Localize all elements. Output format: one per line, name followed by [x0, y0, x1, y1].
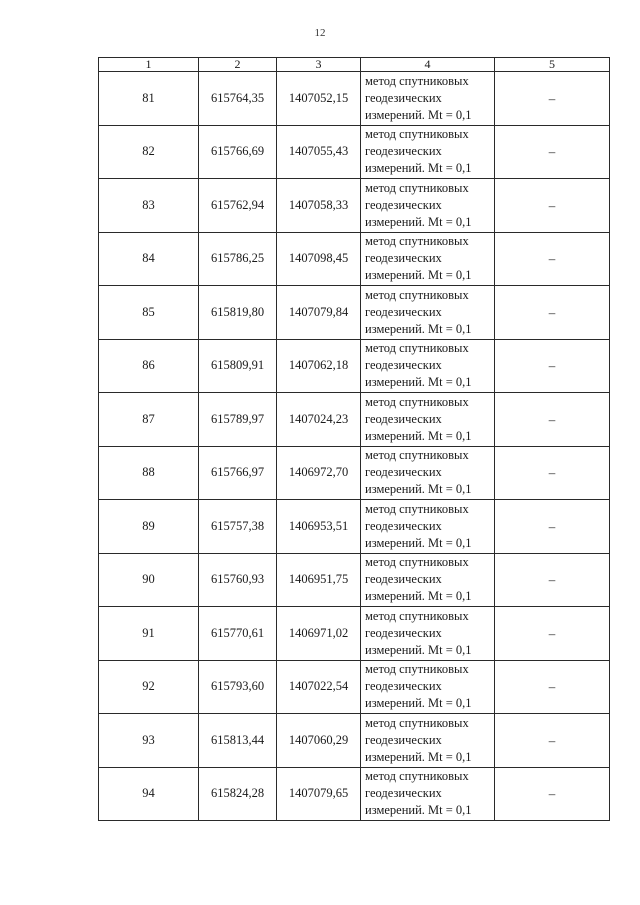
method-cell: [361, 714, 495, 768]
method-text-line: метод спутниковых: [365, 555, 469, 570]
table-row: [99, 607, 610, 661]
y-coordinate-cell: 1407098,45: [277, 232, 361, 286]
y-coordinate-cell: 1407062,18: [277, 339, 361, 393]
method-cell: [361, 393, 495, 447]
method-text-line: измерений. Mt = 0,1: [365, 107, 472, 122]
method-text-line: геодезических: [365, 358, 442, 373]
note-cell: –: [495, 660, 610, 714]
y-coordinate-cell: 1406951,75: [277, 553, 361, 607]
method-text-line: геодезических: [365, 144, 442, 159]
table-row: [99, 446, 610, 500]
method-text-line: геодезических: [365, 518, 442, 533]
note-cell: –: [495, 446, 610, 500]
table-row: [99, 125, 610, 179]
method-text-line: метод спутниковых: [365, 769, 469, 784]
note-cell: –: [495, 286, 610, 340]
method-text-line: измерений. Mt = 0,1: [365, 375, 472, 390]
method-text-line: измерений. Mt = 0,1: [365, 482, 472, 497]
method-text-line: геодезических: [365, 411, 442, 426]
method-cell: [361, 72, 495, 126]
note-cell: –: [495, 232, 610, 286]
column-header-1: 1: [99, 58, 199, 72]
method-text-line: измерений. Mt = 0,1: [365, 803, 472, 818]
column-header-4: 4: [361, 58, 495, 72]
y-coordinate-cell: 1407060,29: [277, 714, 361, 768]
method-text-line: измерений. Mt = 0,1: [365, 268, 472, 283]
method-text-line: метод спутниковых: [365, 234, 469, 249]
method-text-line: метод спутниковых: [365, 662, 469, 677]
table-row: [99, 500, 610, 554]
method-text-line: метод спутниковых: [365, 341, 469, 356]
table-header-row: [99, 58, 610, 72]
method-text-line: метод спутниковых: [365, 127, 469, 142]
note-cell: –: [495, 607, 610, 661]
point-number-cell: 92: [99, 660, 199, 714]
note-cell: –: [495, 767, 610, 821]
x-coordinate-cell: 615824,28: [199, 767, 277, 821]
method-cell: [361, 767, 495, 821]
note-cell: –: [495, 72, 610, 126]
table-row: [99, 553, 610, 607]
method-text-line: геодезических: [365, 90, 442, 105]
method-text-line: метод спутниковых: [365, 180, 469, 195]
method-text-line: геодезических: [365, 251, 442, 266]
y-coordinate-cell: 1407079,84: [277, 286, 361, 340]
column-header-3: 3: [277, 58, 361, 72]
method-text-line: измерений. Mt = 0,1: [365, 321, 472, 336]
point-number-cell: 85: [99, 286, 199, 340]
note-cell: –: [495, 553, 610, 607]
method-text-line: измерений. Mt = 0,1: [365, 642, 472, 657]
method-text-line: метод спутниковых: [365, 608, 469, 623]
method-text-line: измерений. Mt = 0,1: [365, 589, 472, 604]
table-row: [99, 714, 610, 768]
coordinates-table: [98, 57, 610, 821]
method-cell: [361, 660, 495, 714]
method-text-line: метод спутниковых: [365, 73, 469, 88]
y-coordinate-cell: 1407079,65: [277, 767, 361, 821]
method-cell: [361, 339, 495, 393]
column-header-2: 2: [199, 58, 277, 72]
method-text-line: геодезических: [365, 572, 442, 587]
x-coordinate-cell: 615766,97: [199, 446, 277, 500]
method-cell: [361, 500, 495, 554]
x-coordinate-cell: 615757,38: [199, 500, 277, 554]
method-cell: [361, 232, 495, 286]
method-text-line: метод спутниковых: [365, 448, 469, 463]
x-coordinate-cell: 615760,93: [199, 553, 277, 607]
y-coordinate-cell: 1407052,15: [277, 72, 361, 126]
point-number-cell: 88: [99, 446, 199, 500]
point-number-cell: 84: [99, 232, 199, 286]
method-text-line: метод спутниковых: [365, 287, 469, 302]
method-text-line: геодезических: [365, 679, 442, 694]
y-coordinate-cell: 1407058,33: [277, 179, 361, 233]
y-coordinate-cell: 1406972,70: [277, 446, 361, 500]
point-number-cell: 91: [99, 607, 199, 661]
method-text-line: геодезических: [365, 465, 442, 480]
note-cell: –: [495, 393, 610, 447]
point-number-cell: 87: [99, 393, 199, 447]
table-row: [99, 72, 610, 126]
method-text-line: метод спутниковых: [365, 394, 469, 409]
method-cell: [361, 286, 495, 340]
x-coordinate-cell: 615813,44: [199, 714, 277, 768]
y-coordinate-cell: 1407024,23: [277, 393, 361, 447]
method-text-line: геодезических: [365, 732, 442, 747]
method-text-line: измерений. Mt = 0,1: [365, 428, 472, 443]
x-coordinate-cell: 615770,61: [199, 607, 277, 661]
method-text-line: геодезических: [365, 786, 442, 801]
y-coordinate-cell: 1406971,02: [277, 607, 361, 661]
note-cell: –: [495, 500, 610, 554]
table-row: [99, 393, 610, 447]
x-coordinate-cell: 615762,94: [199, 179, 277, 233]
point-number-cell: 81: [99, 72, 199, 126]
method-cell: [361, 553, 495, 607]
method-text-line: измерений. Mt = 0,1: [365, 535, 472, 550]
method-cell: [361, 125, 495, 179]
y-coordinate-cell: 1407055,43: [277, 125, 361, 179]
note-cell: –: [495, 179, 610, 233]
method-cell: [361, 607, 495, 661]
table-row: [99, 179, 610, 233]
note-cell: –: [495, 125, 610, 179]
table-row: [99, 660, 610, 714]
point-number-cell: 94: [99, 767, 199, 821]
point-number-cell: 82: [99, 125, 199, 179]
x-coordinate-cell: 615766,69: [199, 125, 277, 179]
x-coordinate-cell: 615793,60: [199, 660, 277, 714]
method-text-line: измерений. Mt = 0,1: [365, 214, 472, 229]
note-cell: –: [495, 714, 610, 768]
table-row: [99, 286, 610, 340]
method-text-line: измерений. Mt = 0,1: [365, 696, 472, 711]
method-cell: [361, 179, 495, 233]
method-text-line: метод спутниковых: [365, 715, 469, 730]
table-row: [99, 232, 610, 286]
point-number-cell: 83: [99, 179, 199, 233]
point-number-cell: 89: [99, 500, 199, 554]
point-number-cell: 90: [99, 553, 199, 607]
method-text-line: геодезических: [365, 625, 442, 640]
page-number: 12: [314, 27, 326, 39]
x-coordinate-cell: 615789,97: [199, 393, 277, 447]
x-coordinate-cell: 615809,91: [199, 339, 277, 393]
point-number-cell: 86: [99, 339, 199, 393]
method-text-line: геодезических: [365, 197, 442, 212]
column-header-5: 5: [495, 58, 610, 72]
point-number-cell: 93: [99, 714, 199, 768]
method-text-line: метод спутниковых: [365, 501, 469, 516]
y-coordinate-cell: 1407022,54: [277, 660, 361, 714]
method-text-line: измерений. Mt = 0,1: [365, 161, 472, 176]
note-cell: –: [495, 339, 610, 393]
table-row: [99, 339, 610, 393]
x-coordinate-cell: 615819,80: [199, 286, 277, 340]
table-row: [99, 767, 610, 821]
y-coordinate-cell: 1406953,51: [277, 500, 361, 554]
x-coordinate-cell: 615786,25: [199, 232, 277, 286]
method-text-line: геодезических: [365, 304, 442, 319]
method-text-line: измерений. Mt = 0,1: [365, 749, 472, 764]
x-coordinate-cell: 615764,35: [199, 72, 277, 126]
method-cell: [361, 446, 495, 500]
